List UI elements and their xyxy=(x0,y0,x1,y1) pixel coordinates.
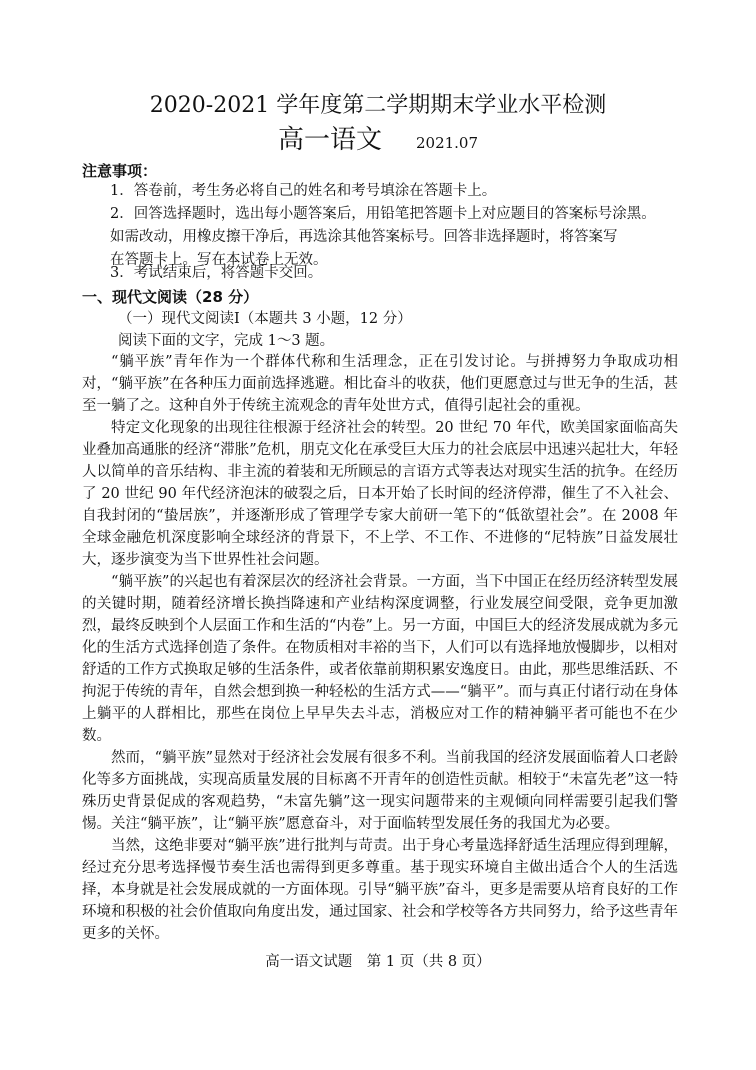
reading-instruction: 阅读下面的文字，完成 1～3 题。 xyxy=(118,333,335,349)
notice-item-1: 1．答卷前，考生务必将自己的姓名和考号填涂在答题卡上。 xyxy=(110,183,497,199)
section-heading: 一、现代文阅读（28 分） xyxy=(82,288,259,306)
notice-item-2-cont-a: 如需改动，用橡皮擦干净后，再选涂其他答案标号。回答非选择题时，将答案写 xyxy=(110,229,618,245)
page-footer: 高一语文试题 第 1 页（共 8 页） xyxy=(265,954,491,970)
passage-paragraph: 当然，这绝非要对“躺平族”进行批判与苛责。出于身心考量选择舒适生活理应得到理解，经过充分思考选择慢节奏生活也需得到更多尊重。基于现实环境自主做出适合个人的生活选择，本身就是社会发展成就的一方面体现。引导“躺平族”奋斗，更多是需要从培育良好的工作环境和积极的社会价值取向角度出发，通过国家、社会和学校等各方共同努力，给予这些青年更多的关怀。 xyxy=(82,838,678,942)
notice-item-2: 2．回答选择题时，选出每小题答案后，用铅笔把答题卡上对应题目的答案标号涂黑。 xyxy=(110,206,656,222)
reading-passage xyxy=(82,351,678,945)
exam-title: 2020-2021 学年度第二学期期末学业水平检测 xyxy=(149,93,607,118)
exam-date: 2021.07 xyxy=(415,134,479,152)
notice-item-2-cont-b: 在答题卡上。写在本试卷上无效。 xyxy=(110,252,328,268)
passage-paragraph: 特定文化现象的出现往往根源于经济社会的转型。20 世纪 70 年代，欧美国家面临高失业叠加高通胀的经济“滞胀”危机，朋克文化在承受巨大压力的社会底层中迅速兴起壮大，年轻人以简单的音乐结构、非主流的着装和无所顾忌的言语方式等表达对现实生活的抗争。在经历了 20 世纪 90 年代经济泡沫的破裂之后，日本开始了长时间的经济停滞，催生了不入社会、自我封闭的“蛰居族”，并逐渐形成了管理学专家大前研一笔下的“低欲望社会”。在 2008 年全球金融危机深度影响全球经济的背景下，不上学、不工作、不进修的“尼特族”日益发展壮大，逐步演变为当下世界性社会问题。 xyxy=(82,420,678,568)
passage-paragraph: “躺平族”的兴起也有着深层次的经济社会背景。一方面，当下中国正在经历经济转型发展的关键时期，随着经济增长换挡降速和产业结构深度调整，行业发展空间受限，竞争更加激烈，最终反映到个人层面工作和生活的“内卷”上。另一方面，中国巨大的经济发展成就为多元化的生活方式选择创造了条件。在物质相对丰裕的当下，人们可以有选择地放慢脚步，以相对舒适的工作方式换取足够的生活条件，或者依靠前期积累安逸度日。由此，那些思维活跃、不拘泥于传统的青年，自然会想到换一种轻松的生活方式——“躺平”。而与真正付诸行动在身体上躺平的人群相比，那些在岗位上早早失去斗志，消极应对工作的精神躺平者可能也不在少数。 xyxy=(82,574,678,744)
subject-row xyxy=(0,124,756,159)
notice-item-3: 3．考试结束后，将答题卡交回。 xyxy=(110,265,323,281)
passage-paragraph: 然而，“躺平族”显然对于经济社会发展有很多不利。当前我国的经济发展面临着人口老龄化等多方面挑战，实现高质量发展的目标离不开青年的创造性贡献。相较于“未富先老”这一特殊历史背景促成的客观趋势，“未富先躺”这一现实问题带来的主观倾向同样需要引起我们警惕。关注“躺平族”，让“躺平族”愿意奋斗，对于面临转型发展任务的我国尤为必要。 xyxy=(82,750,678,832)
notice-heading: 注意事项： xyxy=(82,162,158,180)
subsection-heading: （一）现代文阅读Ⅰ（本题共 3 小题，12 分） xyxy=(118,311,412,327)
passage-paragraph: “躺平族”青年作为一个群体代称和生活理念，正在引发讨论。与拼搏努力争取成功相对，“躺平族”在各种压力面前选择逃避。相比奋斗的收获，他们更愿意过与世无争的生活，甚至一躺了之。这种自外于传统主流观念的青年处世方式，值得引起社会的重视。 xyxy=(82,354,678,414)
subject-title: 高一语文 xyxy=(277,125,382,155)
